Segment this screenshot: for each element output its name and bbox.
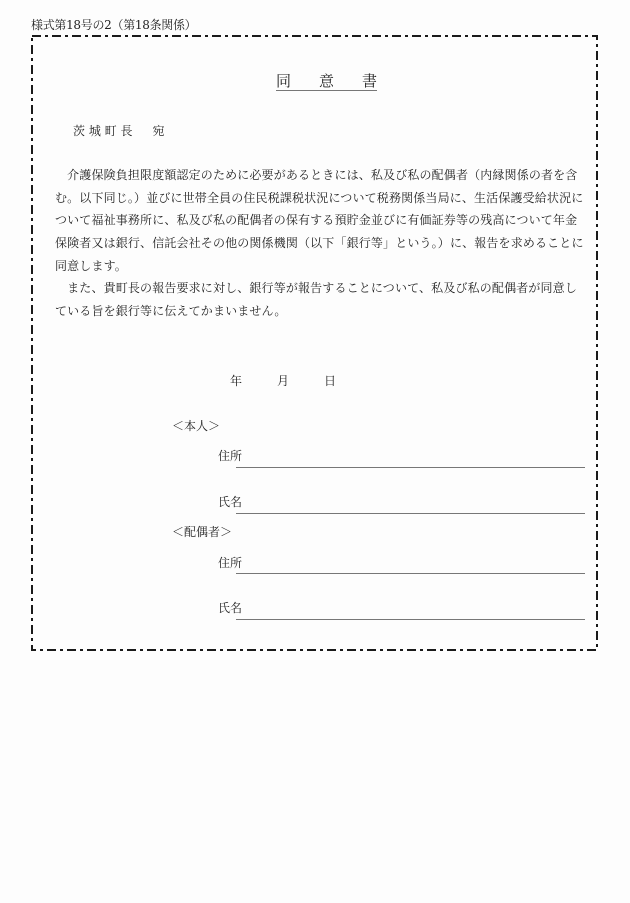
body-line: 同意します。	[55, 258, 127, 273]
body-line: また、貴町長の報告要求に対し、銀行等が報告することについて、私及び私の配偶者が同意し	[55, 281, 577, 296]
body-line: 保険者又は銀行、信託会社その他の関係機関（以下「銀行等」という。）に、報告を求めることに	[55, 236, 584, 251]
year-label: 年	[230, 374, 243, 388]
applicant-name-label: 氏名	[218, 495, 243, 509]
applicant-address-label: 住所	[218, 449, 243, 463]
section-label-spouse: ＜配偶者＞	[172, 525, 233, 539]
body-line: ついて福祉事務所に、私及び私の配偶者の保有する預貯金並びに有価証券等の残高について年金	[55, 213, 578, 228]
body-line: む。以下同じ。）並びに世帯全員の住民税課税状況について税務関係当局に、生活保護受給状況に	[55, 190, 584, 205]
section-label-applicant: ＜本人＞	[172, 419, 221, 433]
document-title	[276, 72, 377, 91]
body-line: ている旨を銀行等に伝えてかまいません。	[55, 304, 287, 319]
spouse-address-label: 住所	[218, 556, 243, 570]
addressee-name: 茨 城 町 長	[73, 124, 133, 138]
form-number: 様式第18号の2（第18条関係）	[31, 18, 197, 32]
applicant-name-input[interactable]	[236, 513, 585, 514]
date-field[interactable]	[230, 372, 336, 389]
body-line: 介護保険負担限度額認定のために必要があるときには、私及び私の配偶者（内縁関係の者を含	[55, 168, 578, 182]
spouse-address-input[interactable]	[236, 573, 585, 574]
day-label: 日	[324, 374, 337, 388]
consent-body	[55, 164, 584, 323]
title-char: 同	[276, 72, 292, 90]
title-char: 書	[362, 72, 378, 90]
spouse-name-label: 氏名	[218, 601, 243, 615]
title-char: 意	[319, 72, 335, 90]
addressee	[73, 122, 164, 139]
applicant-address-input[interactable]	[236, 467, 585, 468]
month-label: 月	[277, 374, 290, 388]
spouse-name-input[interactable]	[236, 619, 585, 620]
addressee-suffix: 宛	[152, 124, 165, 138]
